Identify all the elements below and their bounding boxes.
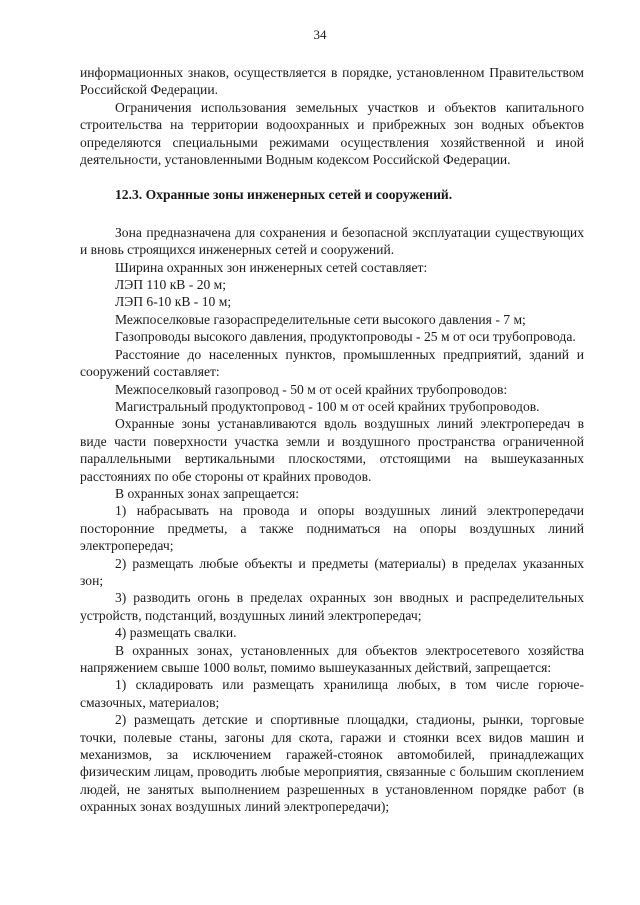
paragraph: 3) разводить огонь в пределах охранных зон вводных и распределительных устройств, подстанций, воздушных линий электропередач; [80,590,584,623]
paragraph: 2) размещать любые объекты и предметы (материалы) в пределах указанных зон; [80,555,584,588]
paragraph: В охранных зонах запрещается: [115,485,300,501]
section-heading: 12.3. Охранные зоны инженерных сетей и сооружений. [115,187,453,203]
paragraph: Ширина охранных зон инженерных сетей составляет: [115,259,428,275]
paragraph: Ограничения использования земельных участков и объектов капитального строительства на территории водоохранных и прибрежных зон водных объектов определяются специальными режимами осуществления хозяйственной и иной деятельности, установленными Водным кодексом Российской Федерации. [80,99,584,168]
paragraph: 2) размещать детские и спортивные площадки, стадионы, рынки, торговые точки, полевые станы, загоны для скота, гаражи и стоянки всех видов машин и механизмов, за исключением гаражей-стоянок автомобилей, принадлежащих физическим лицам, проводить любые мероприятия, связанные с большим скоплением людей, не занятых выполнением разрешенных в установленном порядке работ (в охранных зонах воздушных линий электропередачи); [80,712,584,815]
paragraph: 1) складировать или размещать хранилища любых, в том числе горюче-смазочных, материалов; [80,677,584,710]
paragraph: Охранные зоны устанавливаются вдоль воздушных линий электропередач в виде части поверхности участка земли и воздушного пространства ограниченной параллельными вертикальными плоскостями, отстоящими на вышеуказанных расстояниях по обе стороны от крайних проводов. [80,416,584,484]
paragraph: Зона предназначена для сохранения и безопасной эксплуатации существующих и вновь строящихся инженерных сетей и сооружений. [80,224,584,258]
paragraph: 1) набрасывать на провода и опоры воздушных линий электропередачи посторонние предметы, а также подниматься на опоры воздушных линий электропередач; [80,503,584,554]
paragraph: Магистральный продуктопровод - 100 м от осей крайних трубопроводов. [115,398,540,414]
paragraph: ЛЭП 110 кВ - 20 м; [115,277,227,293]
paragraph: 4) размещать свалки. [115,625,237,641]
paragraph: Газопроводы высокого давления, продуктопроводы - 25 м от оси трубопровода. [115,329,576,345]
page-number: 34 [313,27,327,42]
document-body [80,64,584,816]
paragraph: информационных знаков, осуществляется в порядке, установленном Правительством Российской Федерации. [80,65,584,98]
paragraph: Межпоселковый газопровод - 50 м от осей крайних трубопроводов: [115,381,508,397]
paragraph: В охранных зонах, установленных для объектов электросетевого хозяйства напряжением свыше 1000 вольт, помимо вышеуказанных действий, запрещается: [80,642,584,675]
paragraph: Межпоселковые газораспределительные сети высокого давления - 7 м; [115,311,526,327]
paragraph: ЛЭП 6-10 кВ - 10 м; [115,294,232,310]
paragraph: Расстояние до населенных пунктов, промышленных предприятий, зданий и сооружений составляет: [80,346,584,380]
